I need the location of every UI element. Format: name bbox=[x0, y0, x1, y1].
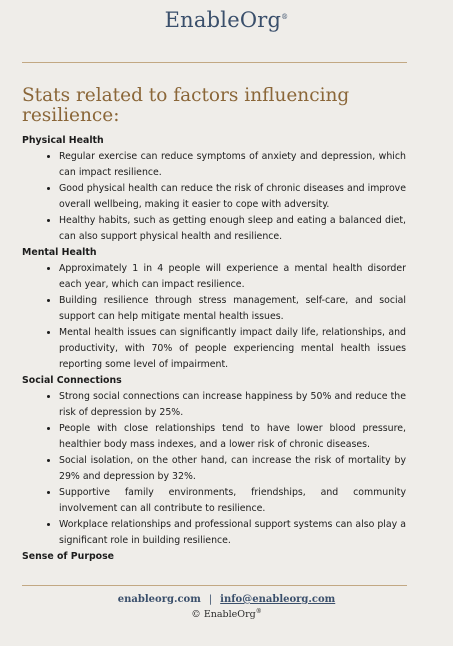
content bbox=[22, 133, 406, 565]
section-heading: Physical Health bbox=[22, 135, 104, 146]
page-title: Stats related to factors influencing resilience: bbox=[22, 85, 350, 126]
list-item: • Building resilience through stress management, self-care, and social support can help mitigate mental health issues. bbox=[59, 293, 406, 325]
top-divider bbox=[22, 62, 407, 63]
copyright-registered-mark: ® bbox=[255, 608, 262, 615]
footer bbox=[0, 594, 453, 620]
list-item: • Approximately 1 in 4 people will experience a mental health disorder each year, which can impact resilience. bbox=[59, 261, 406, 293]
list-item: • Regular exercise can reduce symptoms of anxiety and depression, which can impact resilience. bbox=[59, 149, 406, 181]
bottom-divider bbox=[22, 585, 407, 586]
list-item: • Social isolation, on the other hand, can increase the risk of mortality by 29% and depression by 32%. bbox=[59, 453, 406, 485]
footer-separator: | bbox=[208, 594, 213, 605]
list-item: • Mental health issues can significantly impact daily life, relationships, and productivity, with 70% of people experiencing mental health issues reporting some level of impairment. bbox=[59, 325, 406, 373]
bullet-list bbox=[22, 149, 406, 245]
logo-text: EnableOrg bbox=[164, 8, 282, 32]
list-item: • Healthy habits, such as getting enough sleep and eating a balanced diet, can also support physical health and resilience. bbox=[59, 213, 406, 245]
list-item: • Good physical health can reduce the risk of chronic diseases and improve overall wellbeing, making it easier to cope with adversity. bbox=[59, 181, 406, 213]
section-heading: Sense of Purpose bbox=[22, 551, 115, 562]
copyright-name: EnableOrg bbox=[203, 609, 256, 621]
list-item: • Supportive family environments, friendships, and community involvement can all contribute to resilience. bbox=[59, 485, 406, 517]
section-heading: Social Connections bbox=[22, 375, 122, 386]
logo bbox=[0, 8, 453, 32]
list-item: • Workplace relationships and professional support systems can also play a significant role in building resilience. bbox=[59, 517, 406, 549]
footer-links bbox=[0, 594, 453, 605]
section-heading: Mental Health bbox=[22, 247, 97, 258]
list-item: • People with close relationships tend to have lower blood pressure, healthier body mass indexes, and a lower risk of chronic diseases. bbox=[59, 421, 406, 453]
list-item: • Strong social connections can increase happiness by 50% and reduce the risk of depression by 25%. bbox=[59, 389, 406, 421]
copyright-symbol: © bbox=[191, 609, 201, 621]
bullet-list bbox=[22, 389, 406, 549]
registered-mark: ® bbox=[281, 13, 289, 21]
bullet-list bbox=[22, 261, 406, 373]
copyright bbox=[0, 608, 453, 620]
website-link[interactable]: enableorg.com bbox=[117, 594, 201, 605]
email-link[interactable]: info@enableorg.com bbox=[220, 594, 336, 605]
